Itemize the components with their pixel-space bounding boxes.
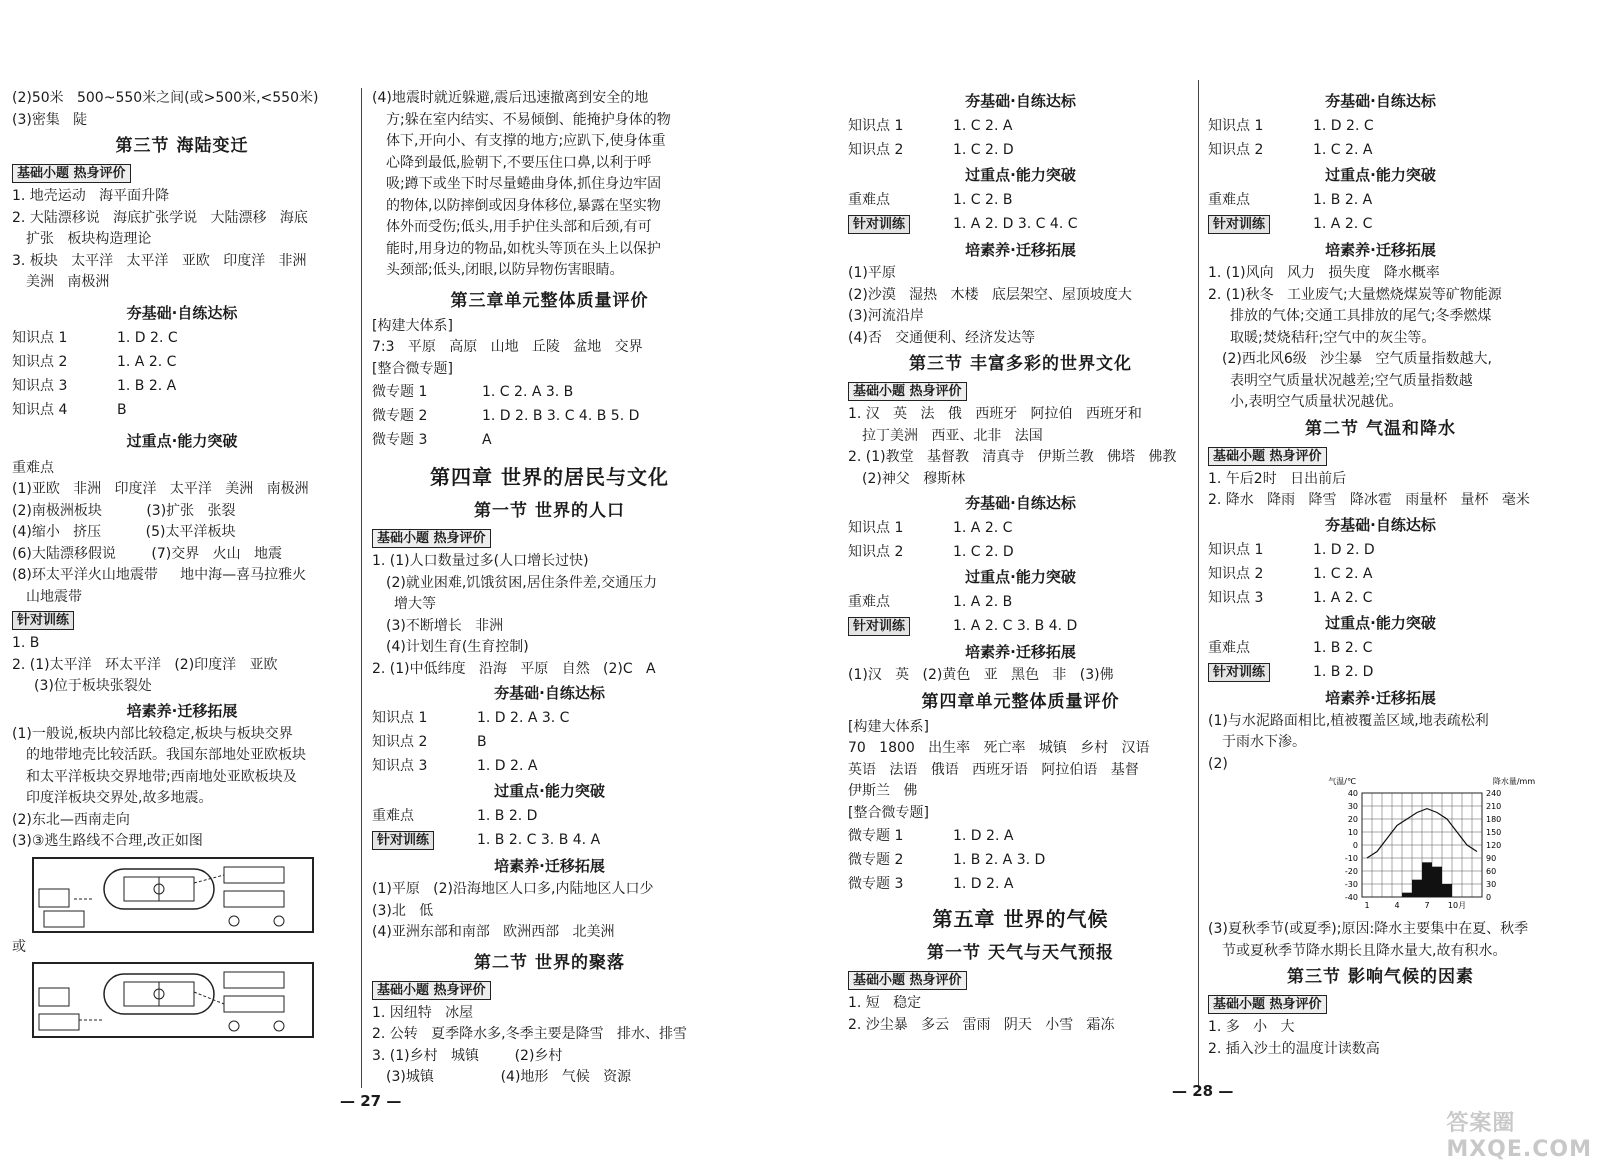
y-axis-label: 气温/℃ [1328,777,1356,786]
precip-bar [1432,867,1442,897]
answer: 1. C 2. A 3. B [482,384,574,400]
knowledge-point: 知识点 1 [1208,541,1264,558]
subsection-title: 过重点·能力突破 [1325,613,1436,632]
y-tick-label: 0 [1352,841,1358,850]
subsection-title: 夯基础·自练达标 [1325,515,1436,534]
answer: 1. B 2. C 3. B 4. A [477,832,601,848]
answer-line: 山地震带 [26,588,82,605]
section-tag: 基础小题 热身评价 [1208,447,1327,466]
section-title: 第一节 世界的人口 [474,501,625,521]
answer-line: 2. (1)中低纬度 沿海 平原 自然 (2)C A [372,660,656,677]
knowledge-point: 知识点 2 [848,544,904,560]
answer: 1. C 2. A [1313,565,1373,582]
knowledge-point: 知识点 1 [372,710,428,726]
answer-line: (2)就业困难,饥饿贫困,居住条件差,交通压力 [386,574,658,591]
subsection-title: 培素养·迁移拓展 [126,701,238,720]
answer: 1. A 2. C [1313,589,1373,606]
answer-line: 表明空气质量状况越差;空气质量指数越 [1230,372,1473,389]
answer-line: 心降到最低,脸朝下,不要压住口鼻,以利于呼 [386,154,652,171]
y-tick-label: -30 [1344,880,1358,889]
answer: 1. C 2. A [953,118,1013,134]
answer-line: (2) [1208,755,1228,772]
answer-line: (3)不断增长 非洲 [386,617,504,634]
answer-line: (4)地震时就近躲避,震后迅速撤离到安全的地 [372,90,649,106]
answer-line: 或 [12,938,26,955]
answer-line: 增大等 [394,596,436,612]
answer: 1. B 2. A [1313,192,1373,208]
section-title: 第三节 丰富多彩的世界文化 [909,354,1132,374]
answer-line: (4)否 交通便利、经济发达等 [848,329,1036,346]
answer-line: 2. 大陆漂移说 海底扩张学说 大陆漂移 海底 [12,209,308,226]
knowledge-point: 知识点 2 [848,142,904,158]
subsection-title: 夯基础·自练达标 [965,494,1076,512]
subsection-title: 培素养·迁移拓展 [965,643,1076,661]
answer-line: 拉丁美洲 西亚、北非 法国 [862,427,1043,444]
column-4 [1208,88,1553,1060]
column-1 [12,88,352,1042]
y2-tick-label: 60 [1486,867,1497,876]
escape-route-diagram [32,857,314,933]
precip-bar [1442,884,1452,897]
answer-line: 2. 沙尘暴 多云 雷雨 阴天 小雪 霜冻 [848,1016,1115,1033]
subsection-title: 夯基础·自练达标 [494,684,605,702]
answer-line: 头颈部;低头,闭眼,以防异物伤害眼睛。 [386,262,624,278]
answer-line: 1. B [12,635,40,651]
answer-line: 2. 插入沙土的温度计读数高 [1208,1040,1380,1057]
subsection-title: 培素养·迁移拓展 [494,857,605,875]
answer: 1. C 2. D [953,544,1014,560]
chapter-title: 第五章 世界的气候 [932,907,1109,931]
knowledge-point: 知识点 2 [1208,565,1264,582]
section-title: 第三节 海陆变迁 [115,136,249,156]
y-tick-label: 20 [1347,815,1358,824]
column-2 [372,88,727,1089]
answer-line: 1. 多 小 大 [1208,1019,1295,1035]
answer-line: 和太平洋板块交界地带;西南地处亚欧板块及 [26,768,297,785]
section-tag: 针对训练 [1208,663,1270,682]
answer-line: 70 1800 出生率 死亡率 城镇 乡村 汉语 [848,740,1150,756]
answer-line: (1)平原 [848,265,896,281]
answer-line: (2)西北风6级 沙尘暴 空气质量指数越大, [1222,351,1492,367]
answer-line: (8)环太平洋火山地震带 地中海—喜马拉雅火 [12,567,307,583]
key-point-label: 重难点 [372,808,414,824]
page-number: — 27 — [340,1092,402,1110]
answer-line: 排放的气体;交通工具排放的尾气;冬季燃煤 [1230,308,1492,324]
subsection-title: 过重点·能力突破 [126,431,238,450]
answer: 1. A 2. D 3. C 4. C [953,216,1078,232]
y-tick-label: 30 [1347,802,1358,811]
answer: B [477,734,487,750]
climate-chart [1320,775,1553,919]
page-number: — 28 — [1172,1082,1234,1100]
x-tick-label: 10月 [1447,901,1467,910]
section-tag: 针对训练 [1208,215,1270,234]
answer: 1. D 2. D [1313,541,1375,558]
answer: 1. D 2. A [953,828,1014,844]
answer-line: 印度洋板块交界处,故多地震。 [26,790,213,806]
block-label: [构建大体系] [848,718,929,735]
answer-line: 英语 法语 俄语 西班牙语 阿拉伯语 基督 [848,761,1139,778]
y2-tick-label: 0 [1486,893,1492,902]
knowledge-point: 知识点 1 [848,118,904,134]
subsection-title: 过重点·能力突破 [965,568,1076,586]
answer: 1. B 2. A [117,377,177,394]
answer: 1. D 2. A [953,876,1014,892]
y2-axis-label: 降水量/mm [1492,777,1536,786]
answer-line: (2)南极洲板块 (3)扩张 张裂 [12,502,236,519]
key-point-label: 重难点 [848,192,890,208]
unit-title: 第三章单元整体质量评价 [450,290,649,311]
y-tick-label: 10 [1347,828,1358,837]
answer-line: (1)与水泥路面相比,植被覆盖区域,地表疏松利 [1208,712,1489,729]
knowledge-point: 知识点 2 [372,734,428,750]
answer-line: 1. 汉 英 法 俄 西班牙 阿拉伯 西班牙和 [848,406,1142,422]
answer-line: (2)神父 穆斯林 [862,470,966,487]
answer: 1. A 2. B [953,594,1013,610]
y2-tick-label: 30 [1486,880,1497,889]
answer-line: 3. 板块 太平洋 太平洋 亚欧 印度洋 非洲 [12,252,307,269]
answer-line: 的物体,以防摔倒或因身体移位,暴露在坚实物 [386,197,661,214]
answer-line: (2)东北—西南走向 [12,811,130,828]
micro-topic: 微专题 3 [372,432,428,448]
answer-line: 1. 地壳运动 海平面升降 [12,188,170,204]
answer-line: 2. 公转 夏季降水多,冬季主要是降雪 排水、排雪 [372,1026,687,1042]
section-tag: 基础小题 热身评价 [1208,995,1327,1014]
knowledge-point: 知识点 3 [1208,589,1264,606]
precip-bar [1422,862,1432,897]
x-tick-label: 7 [1424,901,1430,910]
knowledge-point: 知识点 2 [12,353,68,370]
answer-line: 2. 降水 降雨 降雪 降冰雹 雨量杯 量杯 毫米 [1208,492,1530,508]
block-label: [构建大体系] [372,317,453,334]
answer-line: (1)平原 (2)沿海地区人口多,内陆地区人口少 [372,881,654,897]
answer-line: 7:3 平原 高原 山地 丘陵 盆地 交界 [372,339,643,355]
section-tag: 针对训练 [848,215,910,234]
subsection-title: 培素养·迁移拓展 [1325,688,1436,707]
x-tick-label: 4 [1394,901,1400,910]
column-3 [848,88,1193,1036]
answer-line: 扩张 板块构造理论 [26,231,152,247]
subsection-title: 夯基础·自练达标 [965,92,1076,110]
column-divider [361,88,362,1088]
section-title: 第三节 影响气候的因素 [1287,967,1474,987]
answer-line: 能时,用身边的物品,如枕头等顶在头上以保护 [386,240,661,257]
micro-topic: 微专题 3 [848,876,904,892]
micro-topic: 微专题 2 [848,852,904,868]
knowledge-point: 知识点 3 [12,377,68,394]
answer-line: 的地带地壳比较活跃。我国东部地处亚欧板块 [26,747,306,763]
precip-bar [1412,880,1422,897]
knowledge-point: 知识点 3 [372,758,428,774]
answer-line: (1)亚欧 非洲 印度洋 太平洋 美洲 南极洲 [12,481,309,497]
chapter-title: 第四章 世界的居民与文化 [430,465,669,489]
micro-topic: 微专题 2 [372,408,428,424]
answer: 1. B 2. D [477,808,538,824]
answer-line: 方;躲在室内结实、不易倾倒、能掩护身体的物 [386,111,671,128]
answer: 1. D 2. B 3. C 4. B 5. D [482,408,640,424]
answer: 1. A 2. C 3. B 4. D [953,618,1078,634]
subsection-title: 过重点·能力突破 [1325,166,1436,184]
y2-tick-label: 120 [1486,841,1502,850]
answer-line: 1. 短 稳定 [848,995,922,1011]
section-tag: 基础小题 热身评价 [848,382,967,401]
y2-tick-label: 240 [1486,789,1502,798]
answer-line: (3)城镇 (4)地形 气候 资源 [386,1069,632,1085]
y-tick-label: -10 [1344,854,1358,863]
answer-line: (2)50米 500~550米之间(或>500米,<550米) [12,90,319,106]
answer-line: 2. (1)太平洋 环太平洋 (2)印度洋 亚欧 [12,656,278,673]
answer: 1. D 2. A 3. C [477,710,570,726]
section-tag: 针对训练 [12,611,74,630]
knowledge-point: 知识点 4 [12,401,68,418]
section-tag: 针对训练 [848,617,910,636]
micro-topic: 微专题 1 [372,384,428,400]
answer-line: 节或夏秋季节降水期长且降水量大,故有积水。 [1222,942,1507,959]
micro-topic: 微专题 1 [848,828,904,844]
y-tick-label: 40 [1347,789,1358,798]
answer-line: (3)北 低 [372,902,434,919]
answer: B [117,401,127,418]
precip-bar [1402,893,1412,897]
answer: 1. C 2. A [1313,142,1373,158]
answer-line: (3)河流沿岸 [848,308,924,324]
unit-title: 第四章单元整体质量评价 [921,691,1120,712]
block-label: [整合微专题] [848,804,929,821]
answer-line: 2. (1)秋冬 工业废气;大量燃烧煤炭等矿物能源 [1208,286,1502,303]
watermark-logo: 答案圈 [1446,1111,1516,1136]
section-title: 第二节 气温和降水 [1305,418,1456,439]
answer-line: (3)密集 陡 [12,111,88,128]
answer-line: 1. (1)人口数量过多(人口增长过快) [372,553,589,569]
answer-line: 吸;蹲下或坐下时尽量蜷曲身体,抓住身边牢固 [386,176,662,192]
answer: 1. B 2. D [1313,663,1374,680]
knowledge-point: 知识点 1 [848,520,904,536]
subsection-title: 夯基础·自练达标 [1325,92,1436,110]
subsection-title: 过重点·能力突破 [494,782,605,800]
section-title: 第一节 天气与天气预报 [927,943,1114,963]
answer-line: (1)一般说,板块内部比较稳定,板块与板块交界 [12,725,293,742]
answer-line: (4)缩小 挤压 (5)太平洋板块 [12,524,236,540]
subsection-title: 过重点·能力突破 [965,166,1076,184]
answer-line: (3)位于板块张裂处 [34,678,152,694]
answer-line: (4)亚洲东部和南部 欧洲西部 北美洲 [372,924,615,940]
answer: 1. D 2. C [117,329,178,346]
subsection-title: 培素养·迁移拓展 [965,241,1076,259]
y2-tick-label: 90 [1486,854,1497,863]
section-tag: 基础小题 热身评价 [372,529,491,548]
answer-line: (3)③逃生路线不合理,改正如图 [12,833,203,849]
section-tag: 基础小题 热身评价 [372,981,491,1000]
escape-route-diagram [32,962,314,1038]
answer: 1. C 2. D [953,142,1014,158]
block-label: [整合微专题] [372,360,453,377]
answer: 1. A 2. C [953,520,1013,536]
key-point-label: 重难点 [848,594,890,610]
knowledge-point: 知识点 1 [1208,118,1264,134]
answer: A [482,432,492,448]
answer-line: (1)汉 英 (2)黄色 亚 黑色 非 (3)佛 [848,667,1114,683]
answer: 1. D 2. A [477,758,538,774]
watermark-text: MXQE.COM [1446,1137,1592,1162]
answer-line: 美洲 南极洲 [26,274,110,290]
section-title: 第二节 世界的聚落 [474,952,625,973]
answer-line: 3. (1)乡村 城镇 (2)乡村 [372,1047,563,1064]
knowledge-point: 知识点 2 [1208,142,1264,158]
climate-chart-svg [1320,775,1560,915]
y2-tick-label: 210 [1486,802,1502,811]
answer: 1. D 2. C [1313,118,1374,134]
answer-line: 小,表明空气质量状况越优。 [1230,394,1403,410]
answer-line: 1. 因纽特 冰屋 [372,1004,474,1021]
column-divider [1198,80,1199,1088]
answer-line: 伊斯兰 佛 [848,783,918,799]
knowledge-point: 知识点 1 [12,329,68,346]
answer: 1. A 2. C [1313,216,1373,232]
subsection-title: 夯基础·自练达标 [126,303,238,322]
map-sketch-icon [34,859,312,931]
section-tag: 基础小题 热身评价 [848,971,967,990]
answer-line: (3)夏秋季节(或夏季);原因:降水主要集中在夏、秋季 [1208,921,1529,937]
watermark [1446,1106,1592,1162]
answer-line: 体下,开向小、有支撑的地方;应趴下,使身体重 [386,133,666,149]
answer-line: 体外而受伤;低头,用手护住头部和后颈,有可 [386,219,652,235]
answer: 1. C 2. B [953,192,1013,208]
answer: 1. A 2. C [117,353,177,370]
answer-line: 于雨水下渗。 [1222,734,1306,750]
subsection-title: 培素养·迁移拓展 [1325,241,1436,259]
y-tick-label: -20 [1344,867,1358,876]
answer-line: 1. 午后2时 日出前后 [1208,470,1347,487]
section-tag: 基础小题 热身评价 [12,164,131,183]
y2-tick-label: 150 [1486,828,1502,837]
answer-line: (2)沙漠 湿热 木楼 底层架空、屋顶坡度大 [848,286,1132,303]
answer-line: 2. (1)教堂 基督教 清真寺 伊斯兰教 佛塔 佛教 [848,449,1177,465]
answer-line: 1. (1)风向 风力 损失度 降水概率 [1208,265,1440,281]
key-point-label: 重难点 [1208,639,1250,656]
answer-line: (4)计划生育(生育控制) [386,639,529,655]
answer: 1. B 2. C [1313,639,1373,656]
answer-line: (6)大陆漂移假说 (7)交界 火山 地震 [12,545,282,562]
answer-line: 取暖;焚烧秸秆;空气中的灰尘等。 [1230,329,1436,346]
key-point-label: 重难点 [12,459,54,476]
answer: 1. B 2. A 3. D [953,852,1046,868]
y2-tick-label: 180 [1486,815,1502,824]
section-tag: 针对训练 [372,831,434,850]
key-point-label: 重难点 [1208,192,1250,208]
x-tick-label: 1 [1364,901,1370,910]
map-sketch-icon [34,964,312,1036]
y-tick-label: -40 [1344,893,1358,902]
